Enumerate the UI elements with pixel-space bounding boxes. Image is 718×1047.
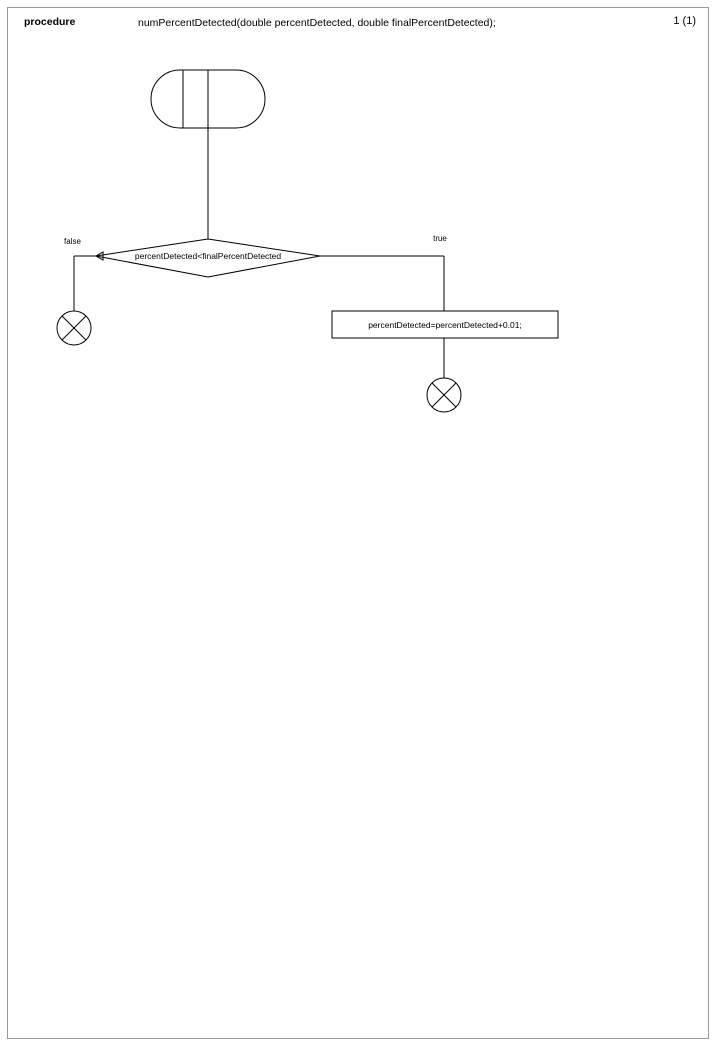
decision-label: percentDetected<finalPercentDetected bbox=[134, 251, 282, 261]
edge-false-branch bbox=[64, 237, 103, 311]
stop-node-true[interactable] bbox=[427, 378, 461, 412]
stop-node-false[interactable] bbox=[57, 311, 91, 345]
edge-true-branch bbox=[320, 234, 447, 311]
decision-node[interactable] bbox=[96, 239, 320, 277]
header-kind: procedure bbox=[24, 16, 76, 28]
task-node[interactable] bbox=[332, 311, 558, 338]
false-branch-label: false bbox=[64, 237, 81, 246]
true-branch-label: true bbox=[433, 234, 447, 243]
start-node[interactable] bbox=[151, 70, 265, 128]
task-label: percentDetected=percentDetected+0.01; bbox=[368, 320, 522, 330]
header-page-number: 1 (1) bbox=[673, 15, 696, 27]
header-signature: numPercentDetected(double percentDetected, double finalPercentDetected); bbox=[138, 17, 496, 29]
